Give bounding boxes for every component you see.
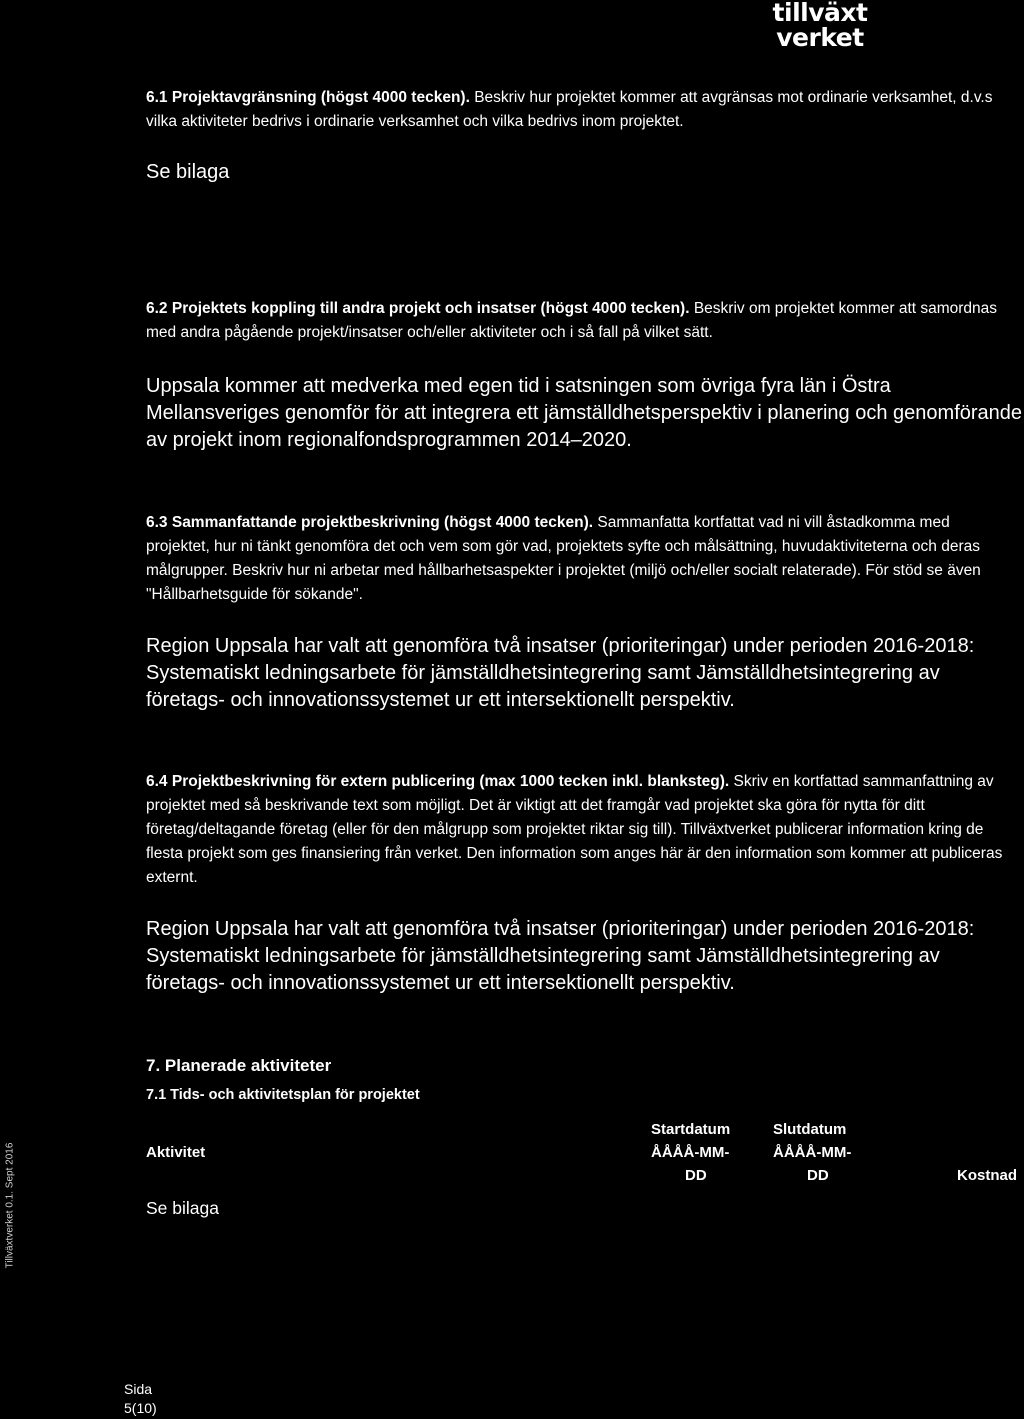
- page-footer: [124, 1380, 157, 1418]
- slutdatum-format-line-1: ÅÅÅÅ-MM-: [773, 1144, 852, 1161]
- column-header-aktivitet: Aktivitet: [146, 1144, 206, 1161]
- section-6-2-description: Beskriv om projektet kommer att samordnas med andra pågående projekt/insatser och/eller aktiviteter och i så fall på vilket sätt.: [146, 300, 998, 341]
- section-7-title: 7. Planerade aktiviteter: [146, 1056, 332, 1075]
- section-6-2-title: 6.2 Projektets koppling till andra projekt och insatser (högst 4000 tecken).: [146, 300, 690, 317]
- column-header-kostnad: Kostnad: [957, 1167, 1017, 1184]
- tillvaxtverket-logo: [770, 0, 870, 50]
- page-number: 5(10): [124, 1400, 157, 1416]
- slutdatum-format-line-2: DD: [807, 1167, 829, 1184]
- section-6-4-answer: Region Uppsala har valt att genomföra två insatser (prioriteringar) under perioden 2016-2018: Systematiskt ledningsarbete för jämställdhetsintegrering samt Jämställdhetsintegrering av företags- och innovationssystemet ur ett intersektionellt perspektiv.: [146, 918, 975, 994]
- section-6-4-description: Skriv en kortfattad sammanfattning av projektet med så beskrivande text som möjligt. Det är viktigt att det framgår vad projektet ska göra för nytta för ditt företag/deltagande företag (eller för den målgrupp som projektet riktar sig till). Tillväxtverket publicerar information kring de flesta projekt som ges finansiering från verket. Den information som anges här är den information som kommer att publiceras externt.: [146, 773, 1003, 886]
- startdatum-label: Startdatum: [651, 1121, 731, 1138]
- section-6-1-description: Beskriv hur projektet kommer att avgränsas mot ordinarie verksamhet, d.v.s vilka aktiviteter bedrivs i ordinarie verksamhet och vilka bedrivs inom projektet.: [146, 89, 993, 130]
- section-6-1-heading: [146, 86, 1016, 134]
- section-6-3-answer: Region Uppsala har valt att genomföra två insatser (prioriteringar) under perioden 2016-2018: Systematiskt ledningsarbete för jämställdhetsintegrering samt Jämställdhetsintegrering av företags- och innovationssystemet ur ett intersektionellt perspektiv.: [146, 635, 975, 711]
- section-6-3-description: Sammanfatta kortfattat vad ni vill åstadkomma med projektet, hur ni tänkt genomföra det och vem som gör vad, projektets syfte och målsättning, huvudaktiviteterna och deras målgrupper. Beskriv hur ni arbetar med hållbarhetsaspekter i projektet (miljö och/eller socialt relaterade). För stöd se även "Hållbarhetsguide för sökande".: [146, 514, 981, 603]
- section-6-4-title: 6.4 Projektbeskrivning för extern publicering (max 1000 tecken inkl. blanksteg).: [146, 773, 730, 790]
- logo-line-2: verket: [776, 23, 864, 52]
- side-margin-text: Tillväxtverket 0.1. Sept 2016: [4, 1142, 16, 1269]
- column-header-startdatum: [651, 1118, 761, 1187]
- section-6-3-title: 6.3 Sammanfattande projektbeskrivning (högst 4000 tecken).: [146, 514, 594, 531]
- page-label: Sida: [124, 1381, 153, 1397]
- startdatum-format-line-2: DD: [685, 1167, 707, 1184]
- column-header-slutdatum: [773, 1118, 883, 1187]
- section-6-2-heading: [146, 297, 1016, 345]
- section-6-3-heading: [146, 511, 1016, 607]
- slutdatum-label: Slutdatum: [773, 1121, 847, 1138]
- section-6-4-heading: [146, 770, 1016, 890]
- section-6-1-answer: Se bilaga: [146, 161, 230, 183]
- section-7-1-subtitle: 7.1 Tids- och aktivitetsplan för projektet: [146, 1087, 420, 1103]
- section-6-1-title: 6.1 Projektavgränsning (högst 4000 tecken).: [146, 89, 470, 106]
- section-7-answer: Se bilaga: [146, 1198, 219, 1218]
- section-6-2-answer: Uppsala kommer att medverka med egen tid i satsningen som övriga fyra län i Östra Mellansveriges genomför för att integrera ett jämställdhetsperspektiv i planering och genomförande av projekt inom regionalfondsprogrammen 2014–2020.: [146, 375, 1023, 451]
- logo-line-1: tillväxt: [772, 0, 868, 27]
- startdatum-format-line-1: ÅÅÅÅ-MM-: [651, 1144, 730, 1161]
